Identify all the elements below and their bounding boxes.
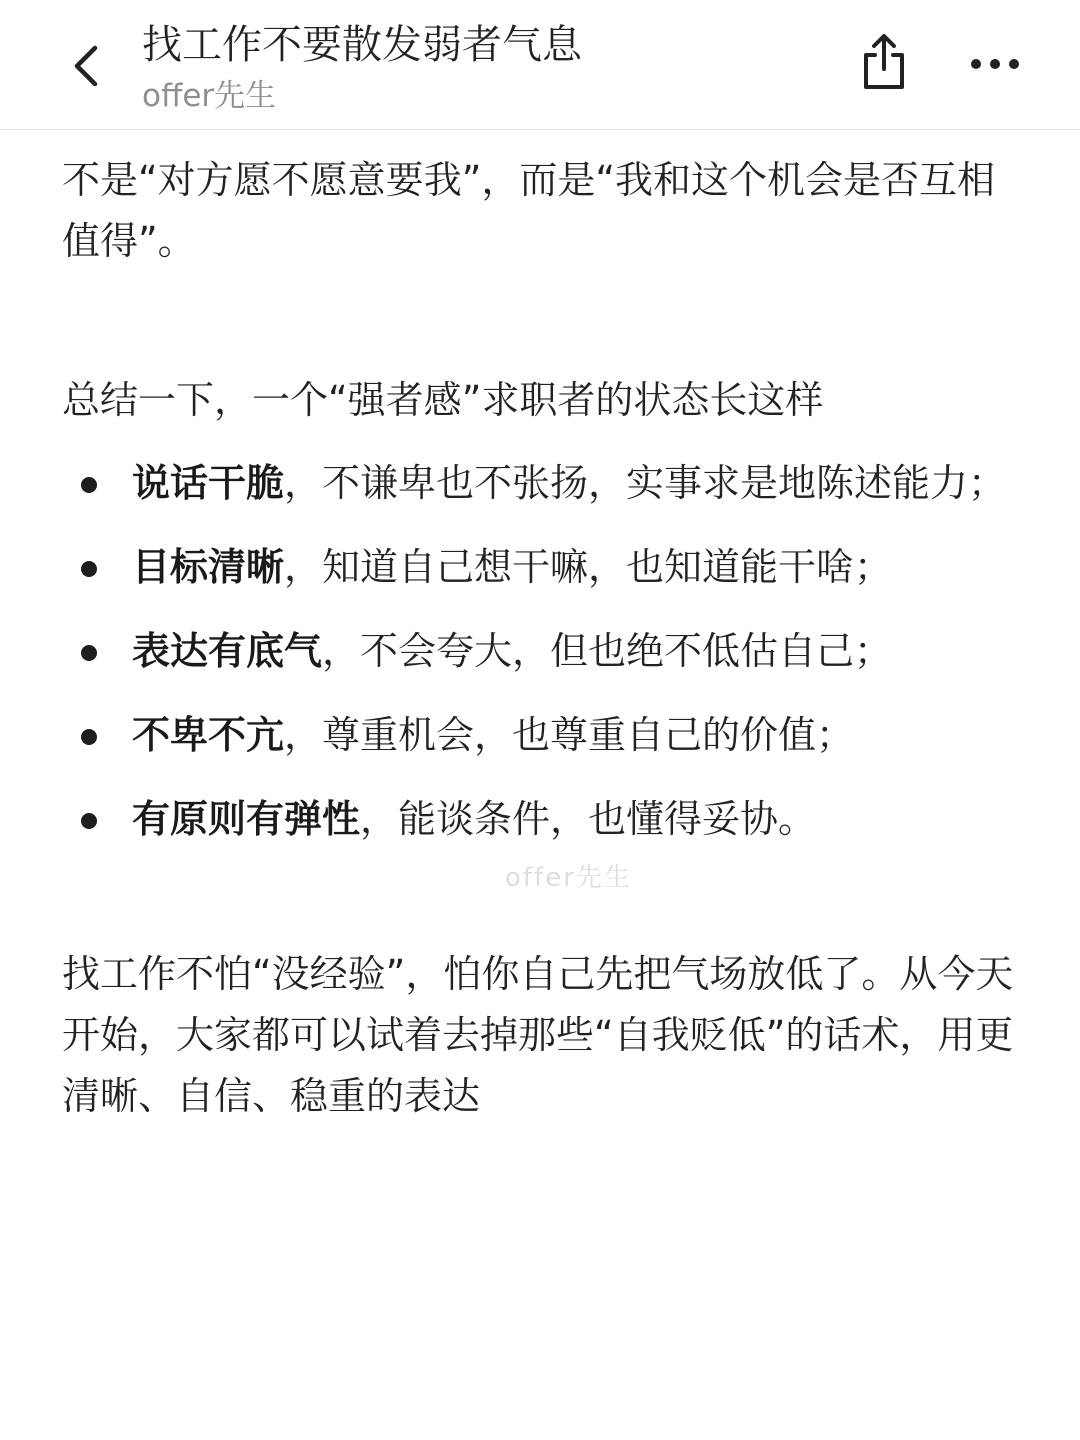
- chevron-left-icon: [71, 42, 101, 90]
- bullet-dot: [81, 813, 97, 829]
- bullet-text: ，尊重机会，也尊重自己的价值；: [284, 713, 855, 757]
- bullet-bold-text: 表达有底气: [132, 629, 323, 673]
- back-button[interactable]: [58, 34, 114, 98]
- share-button[interactable]: [850, 28, 918, 96]
- bullet-bold-text: 有原则有弹性: [132, 797, 361, 841]
- more-horizontal-icon: [970, 58, 1020, 70]
- list-item: [62, 789, 1022, 850]
- list-item: [62, 621, 1022, 682]
- article-body: [62, 150, 1022, 1127]
- bullet-dot: [81, 477, 97, 493]
- list-item: [62, 537, 1022, 598]
- bullet-text: ，不谦卑也不张扬，实事求是地陈述能力；: [284, 461, 1007, 505]
- page-title: 找工作不要散发弱者气息: [142, 22, 582, 68]
- bullet-bold-text: 不卑不亢: [132, 713, 285, 757]
- bullet-bold-text: 说话干脆: [132, 461, 285, 505]
- bullet-text: ，不会夸大，但也绝不低估自己；: [322, 629, 893, 673]
- bullet-text: ，能谈条件，也懂得妥协。: [360, 797, 817, 841]
- bullet-bold-text: 目标清晰: [132, 545, 285, 589]
- top-nav-bar: [0, 0, 1080, 130]
- list-item: [62, 453, 1022, 514]
- paragraph-intro: 不是“对方愿不愿意要我”，而是“我和这个机会是否互相值得”。: [62, 158, 996, 263]
- bullet-list: [62, 453, 1022, 850]
- title-block: [142, 18, 822, 118]
- watermark: offer先生: [505, 863, 632, 893]
- paragraph-summary: 总结一下，一个“强者感”求职者的状态长这样: [62, 378, 824, 422]
- more-button[interactable]: [962, 38, 1028, 90]
- bullet-dot: [81, 561, 97, 577]
- paragraph-conclusion: 找工作不怕“没经验”，怕你自己先把气场放低了。从今天开始，大家都可以试着去掉那些“自我贬低”的话术，用更清晰、自信、稳重的表达: [62, 952, 1014, 1118]
- list-item: [62, 705, 1022, 766]
- share-icon: [861, 33, 907, 91]
- author-name[interactable]: offer先生: [142, 78, 277, 114]
- bullet-dot: [81, 645, 97, 661]
- bullet-dot: [81, 729, 97, 745]
- bullet-text: ，知道自己想干嘛，也知道能干啥；: [284, 545, 893, 589]
